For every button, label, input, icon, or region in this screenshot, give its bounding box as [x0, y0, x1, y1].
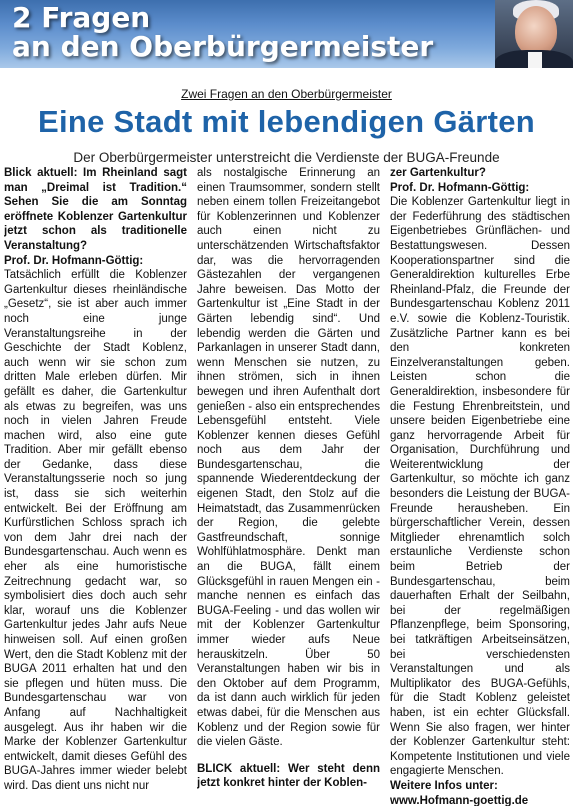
kicker-line: Zwei Fragen an den Oberbürgermeister: [181, 87, 392, 101]
interview-question-2-end: zer Gartenkultur?: [390, 167, 486, 179]
banner-title: [12, 3, 433, 61]
speaker-label-2: Prof. Dr. Hofmann-Göttig:: [390, 181, 530, 194]
banner-title-line2: an den Oberbürgermeister: [12, 30, 434, 63]
answer-1-part-2: als nostalgische Erinnerung an einen Traumsommer, sondern stellt neben einem tollen Freizeitangebot für Koblenzerinnen und Koblenzer auch einen nicht zu unterschätzenden Wirtschaftsfaktor dar, was die hervorragenden Gästezahlen der vergangenen Jahre beweisen. Das Motto der Gartenkultur ist „Eine Stadt in der Gärten lebendig sind“. Und lebendig werden die Gärten und Parkanlagen in unserer Stadt dann, wenn Menschen sie nutzen, zu ihnen strömen, sich in ihnen bewegen und ihren Aufenthalt dort genießen - also ein entsprechendes Lebensgefühl entsteht. Viele Koblenzer kennen dieses Gefühl noch aus dem Jahr der Bundesgartenschau, die spannende Wiederentdeckung der eigenen Stadt, den Stolz auf die Heimatstadt, das Zusammenrücken der Region, die gelebte Gastfreundschaft, sonnige Wohlfühlatmosphäre. Denkt man an die BUGA, fällt einem Glücksgefühl in rauen Mengen ein - manche nennen es einfach das BUGA-Feeling - und das wollen wir mit der Koblenzer Gartenkultur immer wieder aufs Neue herauskitzeln. Über 50 Veranstaltungen haben wir bis in den Oktober auf dem Programm, da ist dann auch wirklich für jeden etwas dabei, für die Menschen aus Koblenz und der Region sowie für die vielen Gäste.: [197, 167, 380, 749]
mayor-portrait-photo: [495, 0, 573, 68]
article-column-3: [390, 166, 570, 806]
subheadline: Der Oberbürgermeister unterstreicht die Verdienste der BUGA-Freunde: [73, 150, 500, 165]
interview-question-2-start: BLICK aktuell: Wer steht denn jetzt konkret hinter der Koblen-: [197, 762, 380, 790]
more-info-link[interactable]: www.Hofmann-goettig.de: [390, 794, 529, 806]
interview-question-1: Blick aktuell: Im Rheinland sagt man „Dreimal ist Tradition.“ Sehen Sie die am Sonntag eröffnete Koblenzer Gartenkultur jetzt schon als traditionelle Veranstaltung?: [4, 167, 187, 252]
answer-1-part-1: Tatsächlich erfüllt die Koblenzer Gartenkultur dieses rheinländische „Gesetz“, sie ist aber auch immer noch eine junge Veranstaltungsreihe in der Geschichte der Stadt Koblenz, auch wenn wir sie schon zum dritten Male erleben dürfen. Mir gefällt es daher, die Gartenkultur als etwas zu begreifen, was uns noch in vielen Jahren Freude machen wird, also eine gute Tradition. Aber mir gefällt ebenso der Gedanke, dass diese Veranstaltungsserie noch so jung ist, dass sie sich weiterhin entwickelt. Bei der Eröffnung am Kurfürstlichen Schloss sprach ich von dem Jahr drei nach der Bundesgartenschau. Auch wenn es eher als eine humoristische Zeitrechnung gedacht war, so symbolisiert dies doch auch sehr klar, worauf uns die Koblenzer Gartenkultur jedes Jahr aufs Neue hinweisen soll. Auf einen großen Wert, den die Stadt Koblenz mit der BUGA 2011 erhalten hat und den sie pflegen und hüten muss. Die Bundesgartenschau war von Anfang auf Nachhaltigkeit ausgelegt. Aus ihr haben wir die Marke der Koblenzer Gartenkultur entwickelt, damit dieses Gefühl des BUGA-Jahres immer wieder belebt wird. Das dient uns nicht nur: [4, 269, 187, 792]
more-info-label: Weitere Infos unter:: [390, 779, 498, 792]
answer-2: Die Koblenzer Gartenkultur liegt in der Federführung des städtischen Eigenbetriebes Grünflächen- und Bestattungswesen. Dessen Kooperationspartner sind die Generaldirektion kulturelles Erbe Rheinland-Pfalz, die Freunde der Bundesgartenschau Koblenz 2011 e.V. sowie die Koblenz-Touristik. Zusätzliche Partner kann es bei den konkreten Einzelveranstaltungen geben. Leisten schon die Generaldirektion, insbesondere für die Festung Ehrenbreitstein, und unsere beiden Eigenbetriebe eine ganz hervorragende Arbeit für Organisation, Durchführung und Weiterentwicklung der Gartenkultur, so möchte ich ganz besonders die Leistung der BUGA-Freunde herausheben. Ein bürgerschaftlicher Verein, dessen Mitglieder ehrenamtlich solch erstaunliche Verdienste schon beim Betrieb der Bundesgartenschau, beim dauerhaften Erhalt der Seilbahn, bei der regelmäßigen Pflanzenpflege, beim Sponsoring, bei tatkräftigen Arbeitseinsätzen, bei verschiedensten Veranstaltungen und als Multiplikator des BUGA-Gefühls, für die Stadt Koblenz geleistet haben, ist ein echter Glücksfall. Wenn Sie also fragen, wer hinter der Koblenzer Gartenkultur steht: Kompetente Institutionen und viele engagierte Menschen.: [390, 196, 570, 778]
header-banner: [0, 0, 573, 68]
speaker-label-1: Prof. Dr. Hofmann-Göttig:: [4, 254, 144, 267]
headline: Eine Stadt mit lebendigen Gärten: [37, 104, 536, 139]
banner-title-line1: 2 Fragen: [12, 1, 151, 34]
article-column-1: [4, 166, 187, 806]
article-column-2: [197, 166, 380, 806]
